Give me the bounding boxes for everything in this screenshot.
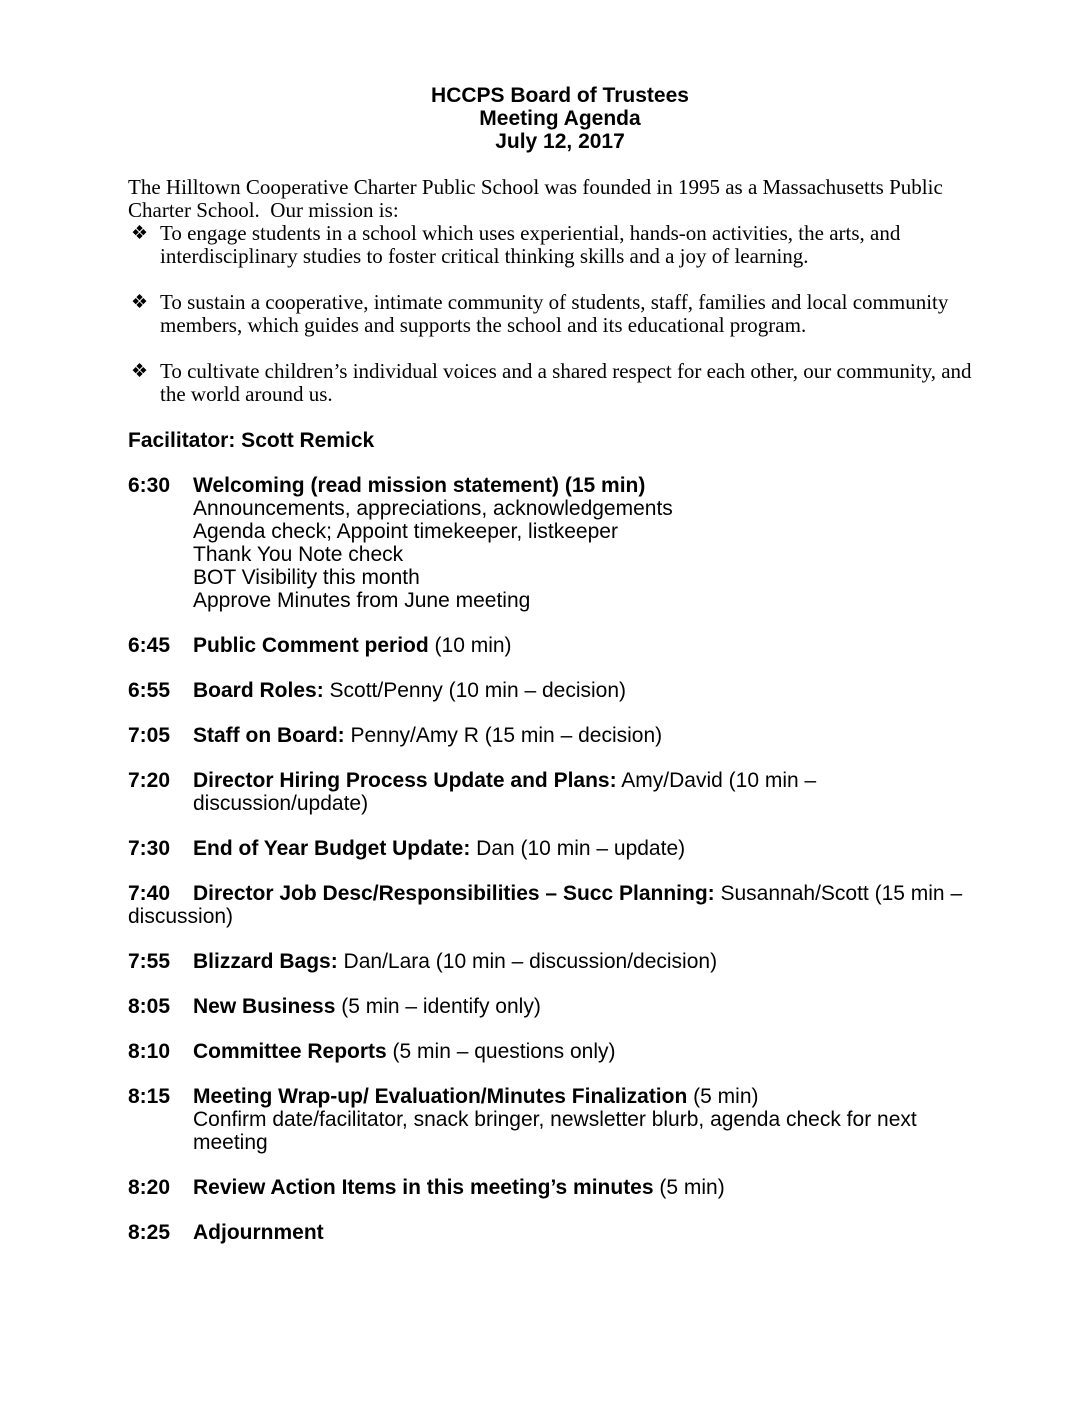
diamond-bullet-icon: ❖ — [131, 361, 149, 382]
header-doc-type: Meeting Agenda — [479, 107, 641, 130]
mission-bullet-item — [128, 291, 992, 337]
agenda-time: 7:55 — [128, 950, 171, 973]
agenda-time: 8:20 — [128, 1176, 171, 1199]
diamond-bullet-icon: ❖ — [131, 292, 149, 313]
agenda-time: 8:15 — [128, 1085, 171, 1108]
agenda-title: Director Hiring Process Update and Plans: — [193, 769, 617, 792]
agenda-rest: Susannah/Scott (15 min – — [720, 882, 963, 905]
mission-bullet-text: To cultivate children’s individual voices and a shared respect for each other, our community, and the world around us. — [160, 359, 972, 406]
agenda-time: 8:10 — [128, 1040, 171, 1063]
agenda-rest-wrapped: discussion) — [128, 905, 234, 928]
agenda-title: Adjournment — [193, 1221, 324, 1244]
agenda-title: Public Comment period — [193, 634, 429, 657]
agenda-detail: Confirm date/facilitator, snack bringer, newsletter blurb, agenda check for next meeting — [193, 1108, 917, 1154]
agenda-item-645 — [128, 634, 992, 657]
agenda-item-820 — [128, 1176, 992, 1199]
agenda-time: 8:25 — [128, 1221, 171, 1244]
agenda-detail: Agenda check; Appoint timekeeper, listkeeper — [193, 520, 618, 543]
agenda-title: Welcoming (read mission statement) (15 min) — [193, 474, 646, 497]
agenda-rest: Dan (10 min – update) — [476, 837, 686, 860]
intro-paragraph: The Hilltown Cooperative Charter Public School was founded in 1995 as a Massachusetts Public Charter School. Our mission is: — [128, 175, 949, 222]
agenda-time: 7:05 — [128, 724, 171, 747]
mission-bullet-item — [128, 360, 992, 406]
agenda-rest: Dan/Lara (10 min – discussion/decision) — [343, 950, 718, 973]
agenda-rest: (10 min) — [434, 634, 512, 657]
agenda-rest: Amy/David (10 min – discussion/update) — [193, 769, 817, 815]
agenda-title: Review Action Items in this meeting’s minutes — [193, 1176, 654, 1199]
agenda-time: 7:30 — [128, 837, 171, 860]
agenda-title: Blizzard Bags: — [193, 950, 338, 973]
agenda-title: Staff on Board: — [193, 724, 345, 747]
agenda-detail: Approve Minutes from June meeting — [193, 589, 531, 612]
agenda-rest: (5 min – identify only) — [341, 995, 541, 1018]
agenda-detail: BOT Visibility this month — [193, 566, 420, 589]
mission-bullet-text: To engage students in a school which uses experiential, hands-on activities, the arts, and interdisciplinary studies to foster critical thinking skills and a joy of learning. — [160, 221, 901, 268]
agenda-rest: Scott/Penny (10 min – decision) — [329, 679, 627, 702]
agenda-rest: (5 min) — [693, 1085, 759, 1108]
agenda-item-805 — [128, 995, 992, 1018]
mission-bullet-list — [128, 222, 992, 406]
mission-bullet-text: To sustain a cooperative, intimate community of students, staff, families and local community members, which guides and supports the school and its educational program. — [160, 290, 949, 337]
agenda-detail: Thank You Note check — [193, 543, 404, 566]
header-org-title: HCCPS Board of Trustees — [431, 84, 689, 107]
agenda-time: 7:20 — [128, 769, 171, 792]
header-date: July 12, 2017 — [495, 130, 625, 153]
agenda-title: Director Job Desc/Responsibilities – Succ Planning: — [193, 882, 715, 905]
agenda-item-730 — [128, 837, 992, 860]
agenda-item-655 — [128, 679, 992, 702]
agenda-title: Board Roles: — [193, 679, 324, 702]
agenda-item-755 — [128, 950, 992, 973]
agenda-item-705 — [128, 724, 992, 747]
diamond-bullet-icon: ❖ — [131, 223, 149, 244]
agenda-item-630 — [128, 474, 992, 612]
agenda-title: End of Year Budget Update: — [193, 837, 471, 860]
document-header — [128, 84, 992, 153]
agenda-item-815 — [128, 1085, 992, 1154]
agenda-title: Committee Reports — [193, 1040, 387, 1063]
agenda-detail: Announcements, appreciations, acknowledgements — [193, 497, 673, 520]
agenda-rest: (5 min) — [659, 1176, 725, 1199]
agenda-rest: Penny/Amy R (15 min – decision) — [350, 724, 663, 747]
agenda-title: New Business — [193, 995, 336, 1018]
agenda-time: 6:30 — [128, 474, 171, 497]
agenda-time: 8:05 — [128, 995, 171, 1018]
agenda-item-740 — [128, 882, 992, 928]
agenda-rest: (5 min – questions only) — [392, 1040, 616, 1063]
facilitator-line: Facilitator: Scott Remick — [128, 429, 375, 452]
agenda-item-825 — [128, 1221, 992, 1244]
agenda-time: 7:40 — [128, 882, 171, 905]
agenda-item-810 — [128, 1040, 992, 1063]
agenda-item-720 — [128, 769, 992, 815]
mission-bullet-item — [128, 222, 992, 268]
agenda-time: 6:45 — [128, 634, 171, 657]
agenda-title: Meeting Wrap-up/ Evaluation/Minutes Finalization — [193, 1085, 688, 1108]
agenda-time: 6:55 — [128, 679, 171, 702]
